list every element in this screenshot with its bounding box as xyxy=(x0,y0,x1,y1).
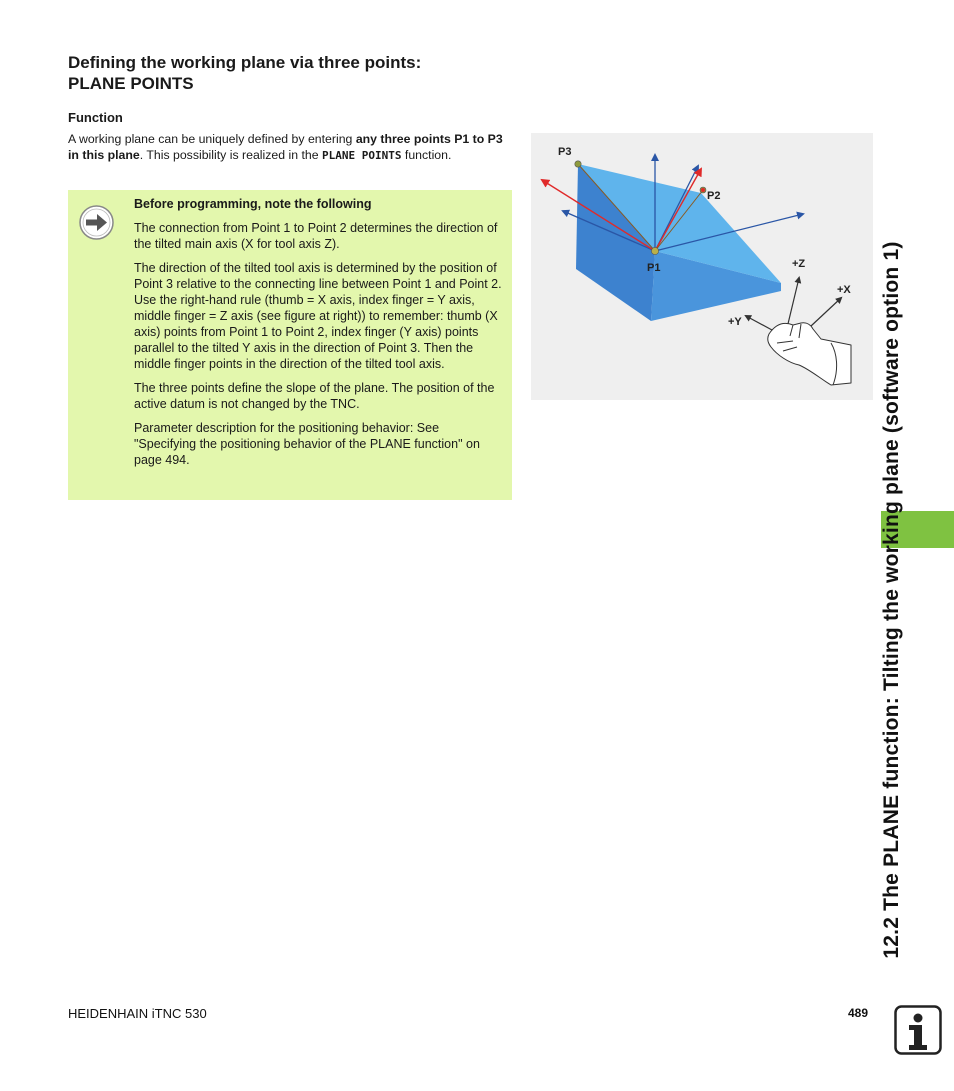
hand-axis-y xyxy=(746,316,772,330)
arrow-right-icon xyxy=(79,205,114,240)
label-p3: P3 xyxy=(558,146,572,158)
hand-axis-x xyxy=(811,298,841,326)
section-title xyxy=(68,52,528,94)
section-title-line1: Defining the working plane via three points: xyxy=(68,53,422,72)
note-box xyxy=(68,190,512,500)
note-body xyxy=(134,196,504,476)
plane-points-code: PLANE POINTS xyxy=(322,149,402,162)
label-p2: P2 xyxy=(707,190,721,202)
note-paragraph: The direction of the tilted tool axis is determined by the position of Point 3 relative to the connecting line between Point 1 and Point 2. Use the right-hand rule (thumb = X axis, index finger = Y axis, middle finger = Z axis (see figure at right)) to remember: thumb (X axis) points from Point 1 to Point 2, index finger (Y axis) points parallel to the tilted Y axis in the direction of Point 3. Then the middle finger points in the direction of the tilted tool axis. xyxy=(134,261,502,371)
intro-text-1: A working plane can be uniquely defined by entering xyxy=(68,132,356,146)
note-paragraph: Parameter description for the positioning behavior: See "Specifying the positioning behavior of the PLANE function" on page 494. xyxy=(134,421,480,467)
hand-axis-z xyxy=(787,278,799,328)
function-subheading: Function xyxy=(68,110,123,125)
section-title-line2: PLANE POINTS xyxy=(68,74,194,93)
info-icon xyxy=(894,1005,942,1055)
page-number: 489 xyxy=(848,1006,869,1020)
plane-points-figure xyxy=(531,133,873,400)
label-plus-y: +Y xyxy=(728,316,742,328)
point-p2-red-marker xyxy=(701,188,705,192)
label-p1: P1 xyxy=(647,262,661,274)
note-paragraph: The connection from Point 1 to Point 2 determines the direction of the tilted main axis (X for tool axis Z). xyxy=(134,221,498,251)
intro-text-2: . This possibility is realized in the xyxy=(139,148,323,162)
plane-illustration xyxy=(531,133,873,400)
intro-bold-text: any three points P1 to P3 in this plane xyxy=(68,132,503,162)
point-p3-marker xyxy=(575,161,581,167)
running-head-text: 12.2 The PLANE function: Tilting the working plane (software option 1) xyxy=(880,241,903,959)
intro-paragraph xyxy=(68,131,514,164)
hand-drawing xyxy=(768,323,851,385)
point-p1-marker xyxy=(651,247,658,254)
label-plus-z: +Z xyxy=(792,258,806,270)
note-heading: Before programming, note the following xyxy=(134,197,372,211)
footer-product-name: HEIDENHAIN iTNC 530 xyxy=(68,1006,207,1021)
label-plus-x: +X xyxy=(837,284,851,296)
note-paragraph: The three points define the slope of the plane. The position of the active datum is not changed by the TNC. xyxy=(134,381,495,411)
intro-text-3: function. xyxy=(401,148,452,162)
